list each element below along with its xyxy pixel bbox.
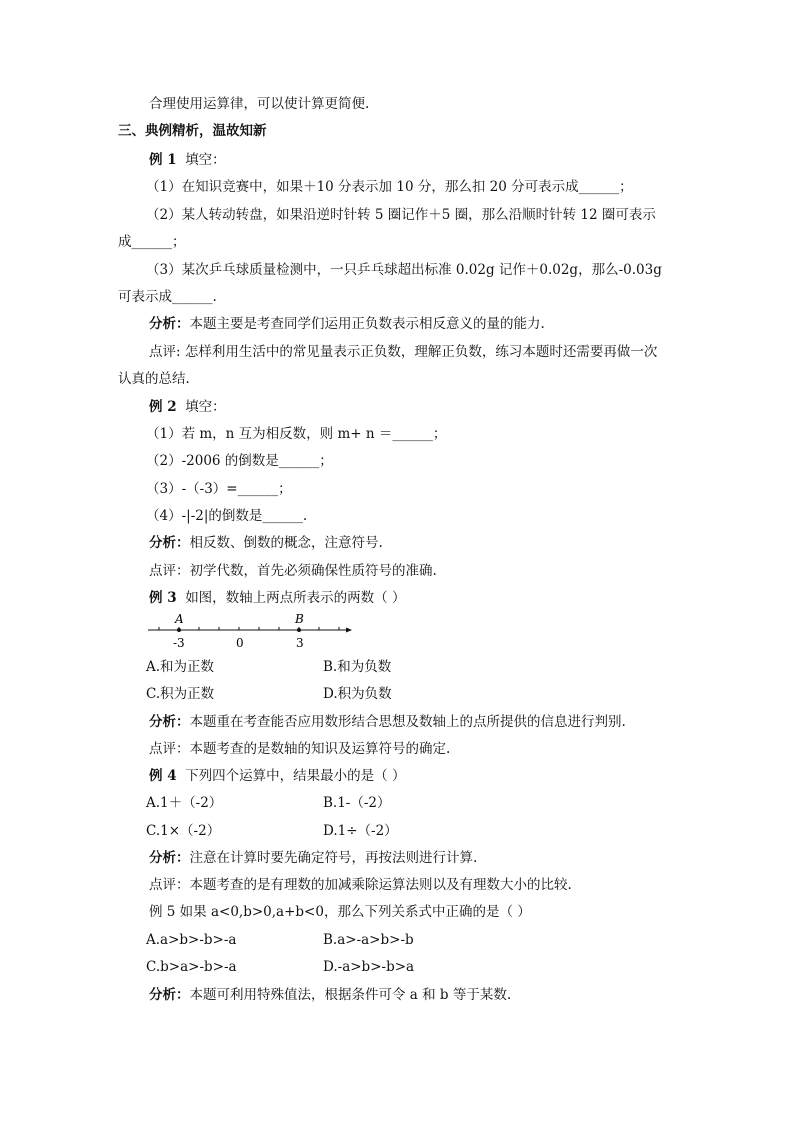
example-5-option-b: B.a>-a>b>-b [323,932,414,948]
point-b-dot [297,628,301,632]
example-2-q1: （1）若 m，n 互为相反数，则 m+ n ＝______； [146,426,447,442]
example-4-analysis-label: 分析： [149,850,190,866]
example-1-q3-line1: （3）某次乒乓球质量检测中，一只乒乓球超出标准 0.02g 记作＋0.02g，那么-0.03g [146,262,662,278]
example-4-analysis [149,848,749,868]
example-5-analysis-text: 本题可利用特殊值法，根据条件可令 a 和 b 等于某数. [189,987,512,1003]
example-1-q1: （1）在知识竞赛中，如果＋10 分表示加 10 分，那么扣 20 分可表示成______； [146,179,633,195]
example-4-option-c: C.1×（-2） [146,823,221,839]
example-3-title: 如图，数轴上两点所表示的两数（ ） [185,590,406,606]
example-2-title: 填空： [185,399,226,415]
example-5-option-a: A.a>b>-b>-a [146,932,237,948]
tick-label-zero: 0 [236,636,244,650]
point-a-label: A [175,612,184,626]
example-5-analysis-label: 分析： [149,987,190,1003]
example-4-analysis-text: 注意在计算时要先确定符号，再按法则进行计算. [189,850,478,866]
example-3-analysis-text: 本题重在考查能否应用数形结合思想及数轴上的点所提供的信息进行判别. [189,714,626,730]
example-1-q3-line2: 可表示成______. [118,289,217,305]
example-1-q2-line2: 成______； [118,234,186,250]
example-4-label: 例 4 [149,768,177,784]
intro-text: 合理使用运算律，可以使计算更简便. [149,96,370,112]
example-1-q2-line1: （2）某人转动转盘，如果沿逆时针转 5 圈记作＋5 圈，那么沿顺时针转 12 圈可表示 [146,207,656,223]
example-2-analysis-text: 相反数、倒数的概念，注意符号. [189,535,383,551]
example-1-title: 填空： [185,152,226,168]
example-2-q3: （3）-（-3）=______； [146,481,292,497]
example-4-heading [149,766,749,786]
example-4-option-b: B.1-（-2） [323,795,391,811]
example-4-comment: 点评：本题考查的是有理数的加减乘除运算法则以及有理数大小的比较. [149,877,572,893]
example-5-option-c: C.b>a>-b>-a [146,959,237,975]
example-2-heading [149,397,749,417]
example-2-analysis [149,533,749,553]
tick-label-3: 3 [296,636,304,650]
example-1-analysis [149,314,749,334]
example-5-heading: 例 5 如果 a<0,b>0,a+b<0，那么下列关系式中正确的是（ ） [149,904,531,920]
example-2-comment: 点评：初学代数，首先必须确保性质符号的准确. [149,563,437,579]
example-5-option-d: D.-a>b>-b>a [323,959,415,975]
example-4-title: 下列四个运算中，结果最小的是（ ） [185,768,406,784]
example-2-q2: （2）-2006 的倒数是______； [146,453,333,469]
example-3-analysis [149,712,749,732]
example-3-label: 例 3 [149,590,177,606]
example-1-comment-line1: 点评: 怎样利用生活中的常见量表示正负数，理解正负数，练习本题时还需要再做一次 [149,344,658,360]
example-4-option-d: D.1÷（-2） [323,823,398,839]
example-2-label: 例 2 [149,399,177,415]
number-line-arrow-icon [346,628,352,633]
example-2-analysis-label: 分析： [149,535,190,551]
example-4-option-a: A.1＋（-2） [146,795,223,811]
example-5-analysis [149,985,749,1005]
example-1-comment-line2: 认真的总结. [118,371,190,387]
example-1-analysis-label: 分析： [149,316,190,332]
example-3-option-d: D.积为负数 [323,686,392,702]
example-3-heading [149,588,749,608]
section-title: 三、典例精析，温故知新 [118,123,267,139]
example-1-heading [149,150,749,170]
example-3-comment: 点评：本题考查的是数轴的知识及运算符号的确定. [149,741,451,757]
example-1-analysis-text: 本题主要是考查同学们运用正负数表示相反意义的量的能力. [189,316,545,332]
example-3-option-b: B.和为负数 [323,659,392,675]
example-3-analysis-label: 分析： [149,714,190,730]
tick-label-neg3: -3 [173,636,185,650]
example-3-option-c: C.积为正数 [146,686,215,702]
point-b-label: B [295,612,304,626]
point-a-dot [177,628,181,632]
example-3-option-a: A.和为正数 [146,659,215,675]
number-line-figure [146,612,356,652]
example-1-label: 例 1 [149,152,177,168]
example-2-q4: （4）-|-2|的倒数是______. [146,508,308,524]
